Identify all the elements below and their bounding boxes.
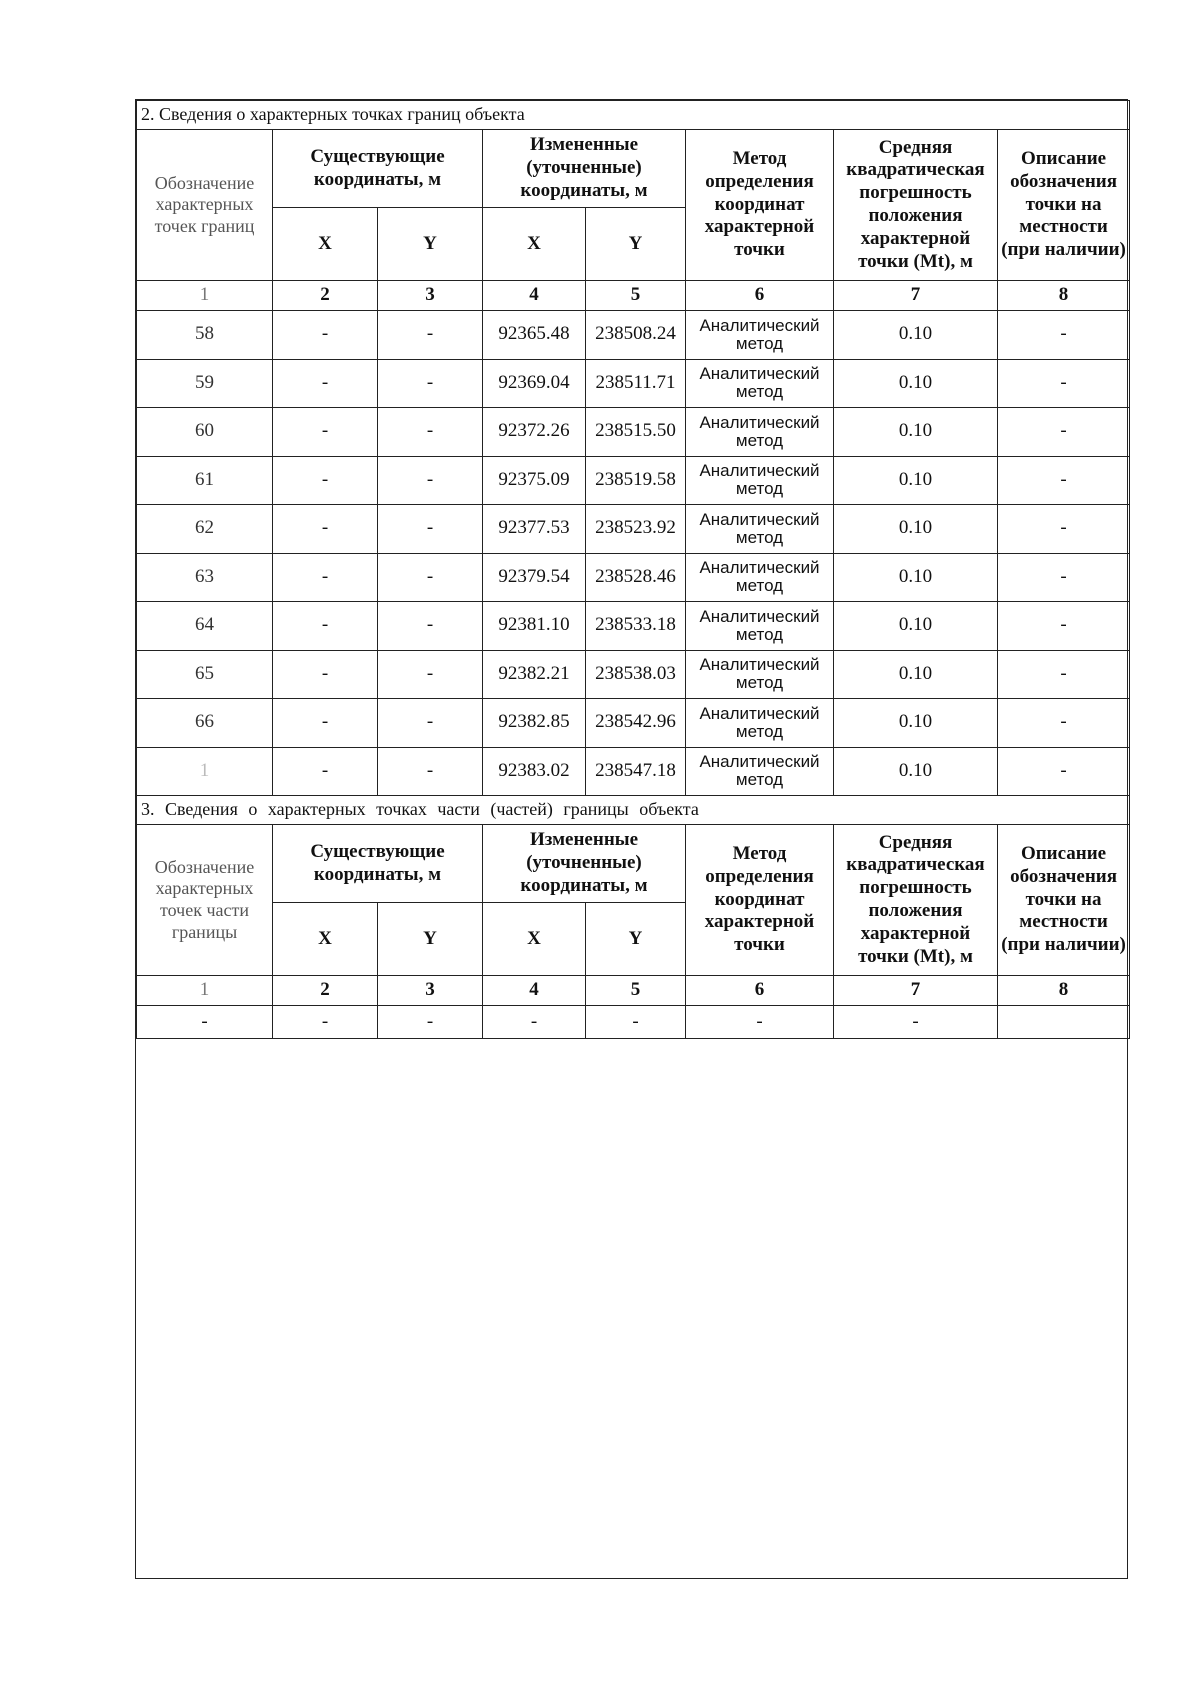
changed-x: 92382.21 (483, 650, 586, 699)
method: - (686, 1006, 834, 1039)
error-mt: 0.10 (834, 650, 998, 699)
method: Аналитический метод (686, 650, 834, 699)
description: - (998, 602, 1130, 651)
table-row (137, 650, 1130, 699)
section3-colnum-3: 3 (378, 976, 483, 1006)
section3-colnum-5: 5 (586, 976, 686, 1006)
changed-x: 92382.85 (483, 699, 586, 748)
changed-y: 238538.03 (586, 650, 686, 699)
section3-colnum-1: 1 (137, 976, 273, 1006)
point-number: 63 (137, 553, 273, 602)
point-number: 64 (137, 602, 273, 651)
table-row (137, 1006, 1130, 1039)
section2-colnum-6: 6 (686, 281, 834, 311)
section3-col1-header: Обозначение характерных точек части границы (137, 825, 273, 976)
existing-y: - (378, 699, 483, 748)
point-number: 59 (137, 359, 273, 408)
method: Аналитический метод (686, 359, 834, 408)
table-row (137, 553, 1130, 602)
point-number: 58 (137, 311, 273, 360)
table-row (137, 456, 1130, 505)
changed-x: 92369.04 (483, 359, 586, 408)
section2-existing-y-header: Y (378, 208, 483, 281)
table-row (137, 311, 1130, 360)
existing-y: - (378, 311, 483, 360)
section3-colnum-2: 2 (273, 976, 378, 1006)
section3-existing-y-header: Y (378, 903, 483, 976)
existing-x: - (273, 456, 378, 505)
section3-colnum-4: 4 (483, 976, 586, 1006)
changed-x: - (483, 1006, 586, 1039)
point-number: 61 (137, 456, 273, 505)
section3-description-header: Описание обозначения точки на местности (при наличии) (998, 825, 1130, 976)
section3-existing-x-header: X (273, 903, 378, 976)
section2-colnum-8: 8 (998, 281, 1130, 311)
section2-colnum-2: 2 (273, 281, 378, 311)
existing-x: - (273, 553, 378, 602)
description: - (998, 408, 1130, 457)
existing-x: - (273, 1006, 378, 1039)
point-number: 60 (137, 408, 273, 457)
changed-x: 92383.02 (483, 747, 586, 796)
section2-method-header: Метод определения координат характерной точки (686, 130, 834, 281)
error-mt: 0.10 (834, 456, 998, 505)
description: - (998, 699, 1130, 748)
error-mt: 0.10 (834, 602, 998, 651)
changed-y: 238547.18 (586, 747, 686, 796)
description: - (998, 456, 1130, 505)
section2-colnum-7: 7 (834, 281, 998, 311)
section2-colnum-4: 4 (483, 281, 586, 311)
error-mt: 0.10 (834, 359, 998, 408)
existing-x: - (273, 699, 378, 748)
existing-y: - (378, 650, 483, 699)
section3-method-header: Метод определения координат характерной точки (686, 825, 834, 976)
changed-x: 92375.09 (483, 456, 586, 505)
description: - (998, 553, 1130, 602)
existing-y: - (378, 1006, 483, 1039)
existing-x: - (273, 602, 378, 651)
point-number: 66 (137, 699, 273, 748)
description (998, 1006, 1130, 1039)
error-mt: 0.10 (834, 699, 998, 748)
document-frame (135, 99, 1128, 1579)
point-number: - (137, 1006, 273, 1039)
changed-y: - (586, 1006, 686, 1039)
existing-y: - (378, 505, 483, 554)
changed-x: 92381.10 (483, 602, 586, 651)
existing-y: - (378, 408, 483, 457)
changed-x: 92379.54 (483, 553, 586, 602)
changed-y: 238533.18 (586, 602, 686, 651)
section2-existing-x-header: X (273, 208, 378, 281)
changed-y: 238515.50 (586, 408, 686, 457)
table-row (137, 747, 1130, 796)
table-row (137, 602, 1130, 651)
table-row (137, 359, 1130, 408)
error-mt: 0.10 (834, 311, 998, 360)
section2-title: 2. Сведения о характерных точках границ объекта (137, 101, 1130, 130)
method: Аналитический метод (686, 408, 834, 457)
changed-y: 238542.96 (586, 699, 686, 748)
section2-colnum-5: 5 (586, 281, 686, 311)
section3-colnum-7: 7 (834, 976, 998, 1006)
existing-y: - (378, 456, 483, 505)
section3-changed-y-header: Y (586, 903, 686, 976)
error-mt: 0.10 (834, 408, 998, 457)
method: Аналитический метод (686, 456, 834, 505)
existing-x: - (273, 311, 378, 360)
changed-y: 238508.24 (586, 311, 686, 360)
existing-y: - (378, 747, 483, 796)
section2-description-header: Описание обозначения точки на местности (при наличии) (998, 130, 1130, 281)
changed-y: 238523.92 (586, 505, 686, 554)
section3-title: 3. Сведения о характерных точках части (частей) границы объекта (137, 796, 1130, 825)
changed-y: 238519.58 (586, 456, 686, 505)
description: - (998, 747, 1130, 796)
changed-x: 92377.53 (483, 505, 586, 554)
point-number: 62 (137, 505, 273, 554)
section2-colnum-3: 3 (378, 281, 483, 311)
error-mt: 0.10 (834, 553, 998, 602)
method: Аналитический метод (686, 747, 834, 796)
description: - (998, 650, 1130, 699)
changed-y: 238511.71 (586, 359, 686, 408)
table-row (137, 408, 1130, 457)
existing-x: - (273, 359, 378, 408)
section2-col1-header: Обозначение характерных точек границ (137, 130, 273, 281)
description: - (998, 359, 1130, 408)
changed-y: 238528.46 (586, 553, 686, 602)
existing-x: - (273, 408, 378, 457)
section3-changed-header: Измененные (уточненные) координаты, м (483, 825, 686, 903)
section2-error-header: Средняя квадратическая погрешность положения характерной точки (Mt), м (834, 130, 998, 281)
changed-x: 92365.48 (483, 311, 586, 360)
section2-changed-header: Измененные (уточненные) координаты, м (483, 130, 686, 208)
section3-colnum-6: 6 (686, 976, 834, 1006)
error-mt: 0.10 (834, 747, 998, 796)
existing-y: - (378, 602, 483, 651)
existing-x: - (273, 650, 378, 699)
error-mt: 0.10 (834, 505, 998, 554)
table-row (137, 699, 1130, 748)
table-row (137, 505, 1130, 554)
method: Аналитический метод (686, 553, 834, 602)
point-number: 65 (137, 650, 273, 699)
description: - (998, 505, 1130, 554)
points-table (136, 100, 1130, 1039)
description: - (998, 311, 1130, 360)
method: Аналитический метод (686, 699, 834, 748)
section2-changed-y-header: Y (586, 208, 686, 281)
existing-y: - (378, 553, 483, 602)
section2-colnum-1: 1 (137, 281, 273, 311)
changed-x: 92372.26 (483, 408, 586, 457)
section3-existing-header: Существующие координаты, м (273, 825, 483, 903)
section2-changed-x-header: X (483, 208, 586, 281)
existing-y: - (378, 359, 483, 408)
section3-colnum-8: 8 (998, 976, 1130, 1006)
section2-existing-header: Существующие координаты, м (273, 130, 483, 208)
section3-error-header: Средняя квадратическая погрешность положения характерной точки (Mt), м (834, 825, 998, 976)
section3-changed-x-header: X (483, 903, 586, 976)
method: Аналитический метод (686, 602, 834, 651)
existing-x: - (273, 747, 378, 796)
existing-x: - (273, 505, 378, 554)
error-mt: - (834, 1006, 998, 1039)
method: Аналитический метод (686, 311, 834, 360)
method: Аналитический метод (686, 505, 834, 554)
point-number: 1 (137, 747, 273, 796)
